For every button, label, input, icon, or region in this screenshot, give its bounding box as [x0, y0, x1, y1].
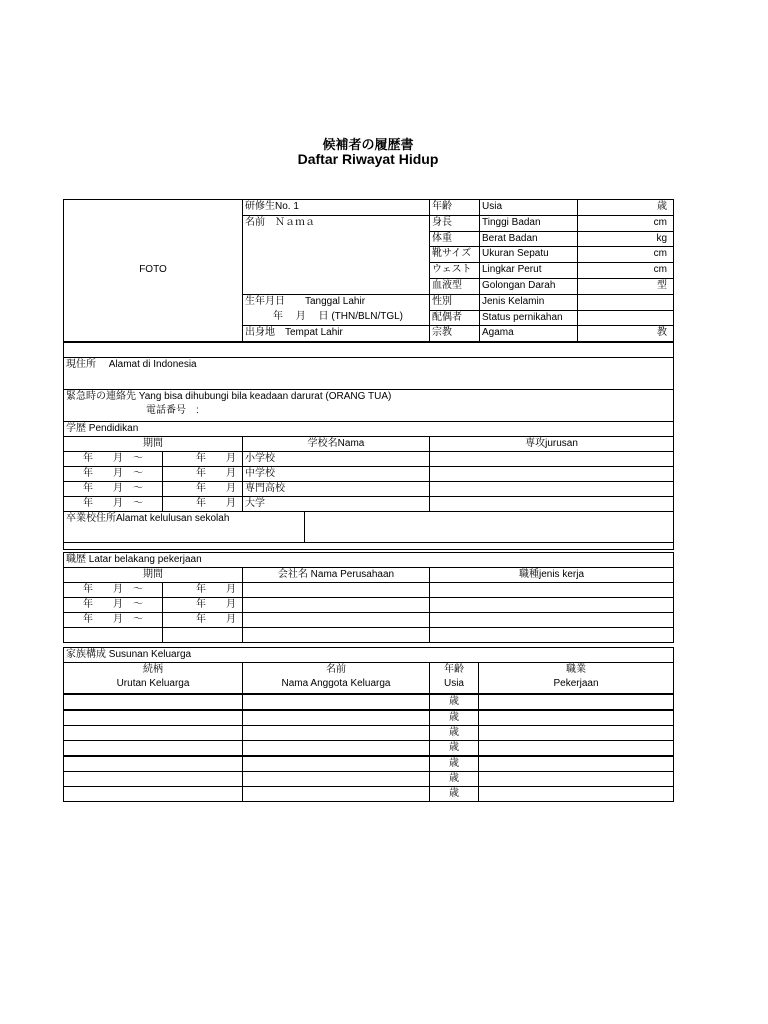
work-row	[64, 628, 674, 643]
family-col-age	[430, 663, 479, 695]
education-row	[64, 467, 674, 482]
birthdate-label: 生年月日 Tanggal Lahir	[245, 295, 366, 307]
address-education-table	[63, 342, 674, 550]
name-label: 名前 Ｎａｍａ	[245, 216, 315, 228]
period-to[interactable]: 年 月	[163, 583, 243, 598]
name-jp: 名前	[326, 664, 346, 675]
attr-id: Jenis Kelamin	[480, 294, 578, 310]
attr-id: Berat Badan	[480, 231, 578, 247]
work-row	[64, 598, 674, 613]
age-field[interactable]: 歳	[430, 787, 479, 802]
period-from[interactable]: 年 月 ～	[64, 598, 163, 613]
family-row	[64, 756, 674, 772]
family-row	[64, 710, 674, 726]
company-field[interactable]	[243, 628, 430, 643]
company-field[interactable]	[243, 598, 430, 613]
work-table	[63, 552, 674, 643]
attr-unit[interactable]: cm	[578, 263, 674, 279]
relation-field[interactable]	[64, 772, 243, 787]
period-from[interactable]: 年 月 ～	[64, 497, 163, 512]
major-field[interactable]	[430, 482, 674, 497]
member-name-field[interactable]	[243, 756, 430, 772]
emergency-label: 緊急時の連絡先 Yang bisa dihubungi bila keadaan darurat (ORANG TUA)	[66, 391, 392, 402]
job-id: Pekerjaan	[553, 678, 599, 689]
photo-label: FOTO	[139, 264, 167, 276]
emergency-field[interactable]	[64, 390, 674, 422]
period-from[interactable]: 年 月 ～	[64, 583, 163, 598]
school-name[interactable]: 大学	[243, 497, 430, 512]
spacer-row	[64, 543, 674, 550]
attr-unit[interactable]: kg	[578, 231, 674, 247]
attr-jp: 身長	[430, 215, 480, 231]
period-to[interactable]: 年 月	[163, 467, 243, 482]
family-row	[64, 726, 674, 741]
attr-jp: 血液型	[430, 278, 480, 294]
family-row	[64, 772, 674, 787]
attr-unit[interactable]	[578, 294, 674, 310]
title-jp: 候補者の履歴書	[322, 138, 414, 153]
address-field[interactable]	[64, 358, 674, 390]
education-col-major: 専攻jurusan	[430, 437, 674, 452]
attr-jp: 宗教	[430, 326, 480, 342]
attr-id: Golongan Darah	[480, 278, 578, 294]
family-col-relation	[64, 663, 243, 695]
age-id: Usia	[443, 678, 464, 689]
company-field[interactable]	[243, 613, 430, 628]
member-name-field[interactable]	[243, 726, 430, 741]
relation-field[interactable]	[64, 694, 243, 710]
age-field[interactable]: 歳	[430, 772, 479, 787]
education-section-label: 学歴 Pendidikan	[64, 422, 674, 437]
school-name[interactable]: 小学校	[243, 452, 430, 467]
job-field[interactable]	[430, 613, 674, 628]
education-col-period: 期間	[64, 437, 243, 452]
period-from[interactable]: 年 月 ～	[64, 482, 163, 497]
grad-address-field[interactable]	[305, 512, 674, 543]
education-row	[64, 482, 674, 497]
education-row	[64, 452, 674, 467]
school-name[interactable]: 専門高校	[243, 482, 430, 497]
job-field[interactable]	[430, 583, 674, 598]
attr-jp: 配偶者	[430, 310, 480, 326]
work-row	[64, 613, 674, 628]
birthdate-format: 年 月 日 (THN/BLN/TGL)	[273, 310, 404, 322]
name-id: Nama Anggota Keluarga	[281, 678, 391, 689]
attr-unit[interactable]	[578, 310, 674, 326]
education-row	[64, 497, 674, 512]
major-field[interactable]	[430, 452, 674, 467]
attr-jp: ウェスト	[430, 263, 480, 279]
work-col-period: 期間	[64, 568, 243, 583]
period-to[interactable]	[163, 628, 243, 643]
attr-unit[interactable]: 教	[578, 326, 674, 342]
age-field[interactable]: 歳	[430, 726, 479, 741]
age-field[interactable]: 歳	[430, 710, 479, 726]
attr-unit[interactable]: 型	[578, 278, 674, 294]
work-col-job: 職種jenis kerja	[430, 568, 674, 583]
company-field[interactable]	[243, 583, 430, 598]
period-to[interactable]: 年 月	[163, 482, 243, 497]
age-field[interactable]: 歳	[430, 756, 479, 772]
period-to[interactable]: 年 月	[163, 613, 243, 628]
relation-field[interactable]	[64, 787, 243, 802]
grad-address-label: 卒業校住所Alamat kelulusan sekolah	[64, 512, 305, 543]
attr-id: Agama	[480, 326, 578, 342]
attr-unit[interactable]: cm	[578, 215, 674, 231]
attr-id: Status pernikahan	[480, 310, 578, 326]
age-field[interactable]: 歳	[430, 741, 479, 757]
attr-jp: 体重	[430, 231, 480, 247]
relation-id: Urutan Keluarga	[116, 678, 190, 689]
attr-unit[interactable]: 歳	[578, 200, 674, 216]
work-col-company: 会社名 Nama Perusahaan	[243, 568, 430, 583]
member-name-field[interactable]	[243, 741, 430, 757]
name-field[interactable]	[243, 215, 430, 294]
birthplace-field[interactable]: 出身地 Tempat Lahir	[243, 326, 430, 342]
education-col-school: 学校名Nama	[243, 437, 430, 452]
occupation-field[interactable]	[479, 726, 674, 741]
relation-jp: 続柄	[143, 664, 163, 675]
major-field[interactable]	[430, 497, 674, 512]
period-from[interactable]: 年 月 ～	[64, 613, 163, 628]
job-field[interactable]	[430, 628, 674, 643]
age-jp: 年齢	[444, 664, 464, 675]
occupation-field[interactable]	[479, 694, 674, 710]
job-field[interactable]	[430, 598, 674, 613]
attr-id: Ukuran Sepatu	[480, 247, 578, 263]
member-name-field[interactable]	[243, 710, 430, 726]
photo-box[interactable]	[64, 200, 243, 342]
trainee-no: 研修生No. 1	[243, 200, 430, 216]
attr-unit[interactable]: cm	[578, 247, 674, 263]
period-to[interactable]: 年 月	[163, 497, 243, 512]
member-name-field[interactable]	[243, 772, 430, 787]
occupation-field[interactable]	[479, 772, 674, 787]
school-name[interactable]: 中学校	[243, 467, 430, 482]
occupation-field[interactable]	[479, 710, 674, 726]
occupation-field[interactable]	[479, 787, 674, 802]
occupation-field[interactable]	[479, 741, 674, 757]
family-row	[64, 741, 674, 757]
work-section-label: 職歴 Latar belakang pekerjaan	[64, 553, 674, 568]
family-section-label: 家族構成 Susunan Keluarga	[64, 648, 674, 663]
attr-jp: 靴サイズ	[430, 247, 480, 263]
birthdate-field[interactable]	[243, 294, 430, 326]
relation-field[interactable]	[64, 756, 243, 772]
attr-jp: 年齢	[430, 200, 480, 216]
member-name-field[interactable]	[243, 694, 430, 710]
period-from[interactable]: 年 月 ～	[64, 452, 163, 467]
family-table	[63, 647, 674, 802]
phone-label: 電話番号 :	[146, 405, 199, 416]
attr-jp: 性別	[430, 294, 480, 310]
family-row	[64, 694, 674, 710]
major-field[interactable]	[430, 467, 674, 482]
period-to[interactable]: 年 月	[163, 598, 243, 613]
occupation-field[interactable]	[479, 756, 674, 772]
work-row	[64, 583, 674, 598]
relation-field[interactable]	[64, 726, 243, 741]
profile-table	[63, 199, 674, 342]
job-jp: 職業	[566, 664, 586, 675]
member-name-field[interactable]	[243, 787, 430, 802]
attr-id: Tinggi Badan	[480, 215, 578, 231]
attr-id: Usia	[480, 200, 578, 216]
period-from[interactable]	[64, 628, 163, 643]
family-row	[64, 787, 674, 802]
family-col-name	[243, 663, 430, 695]
age-field[interactable]: 歳	[430, 694, 479, 710]
title-id: Daftar Riwayat Hidup	[297, 151, 439, 167]
spacer-row	[64, 343, 674, 358]
relation-field[interactable]	[64, 710, 243, 726]
relation-field[interactable]	[64, 741, 243, 757]
period-to[interactable]: 年 月	[163, 452, 243, 467]
attr-id: Lingkar Perut	[480, 263, 578, 279]
address-label: 現住所 Alamat di Indonesia	[66, 359, 197, 370]
family-col-job	[479, 663, 674, 695]
period-from[interactable]: 年 月 ～	[64, 467, 163, 482]
